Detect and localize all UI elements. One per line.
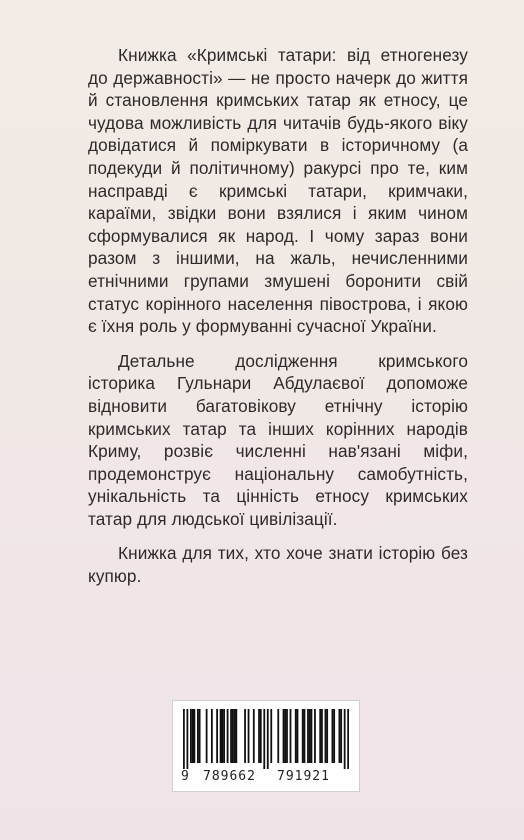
barcode-bar (193, 709, 195, 763)
barcode-bar (260, 709, 262, 763)
barcode-right-group: 791921 (277, 769, 330, 784)
description-paragraph-3: Книжка для тих, хто хоче знати історію без купюр. (88, 543, 468, 587)
barcode-bar (258, 709, 260, 763)
barcode-bar (244, 709, 246, 763)
barcode-bar (220, 709, 222, 763)
barcode-bar (230, 709, 232, 763)
description-paragraph-1: Книжка «Кримські татари: від етногенезу до державності» — не просто начерк до життя й становлення кримських татар як етносу, це чудова можливість для читачів будь-якого віку довідатися й поміркувати в історичному (а подекуди й політичному) ракурсі про те, ким насправді є кримські татари, кримчаки, караїми, звідки вони взялися і яким чином сформувалися як народ. І чому зараз вони разом з іншими, на жаль, нечисленними етнічними групами змушені боронити свій статус корінного населення півострова, і якою є їхня роль у формуванні сучасної України. (88, 45, 468, 337)
barcode-bar (270, 709, 272, 763)
barcode-bar (211, 709, 213, 763)
barcode-bar (302, 709, 304, 763)
barcode-bar (227, 709, 229, 763)
barcode-bar (321, 709, 323, 763)
barcode-bar (295, 709, 297, 763)
barcode-left-group: 789662 (203, 769, 256, 784)
barcode-bar (344, 709, 346, 769)
barcode-bar (206, 709, 208, 763)
barcode-bar (307, 709, 309, 763)
barcode-bar (347, 709, 349, 769)
barcode-bar (319, 709, 321, 763)
barcode-bar (309, 709, 311, 763)
barcode-bar (248, 709, 250, 763)
barcode-bar (263, 709, 265, 769)
isbn-barcode (172, 700, 360, 792)
barcode-bar (199, 709, 201, 763)
barcode-bar (216, 709, 218, 763)
barcode-bar (192, 709, 194, 763)
barcode-bar (232, 709, 234, 763)
barcode-bar (325, 709, 327, 763)
barcode-first-digit: 9 (181, 769, 189, 784)
barcode-bar (183, 709, 185, 769)
barcode-bar (284, 709, 286, 763)
barcode-bar (283, 709, 285, 763)
barcode-bar (304, 709, 306, 763)
barcode-bar (253, 709, 255, 763)
barcode-bar (190, 709, 192, 763)
barcode-bar (235, 709, 237, 763)
barcode-bar (234, 709, 236, 763)
barcode-bars (183, 709, 349, 769)
barcode-bar (267, 709, 269, 769)
barcode-bar (223, 709, 225, 763)
barcode-bar (340, 709, 342, 763)
barcode-bar (197, 709, 199, 763)
barcode-bar (332, 709, 334, 763)
barcode-bar (314, 709, 316, 763)
barcode-bar (333, 709, 335, 763)
barcode-bar (326, 709, 328, 763)
description-paragraph-2: Детальне дослідження кримського історика Гульнари Абдулаєвої допоможе відновити багатовікову етнічну історію кримських татар та інших корінних народів Криму, розвіє численні нав'язані міфи, продемонструє національну самобутність, унікальність та цінність етносу кримських татар для людської цивілізації. (88, 350, 468, 529)
barcode-bar (286, 709, 288, 763)
barcode-bar (221, 709, 223, 763)
description-text (88, 44, 468, 600)
barcode-bar (339, 709, 341, 763)
barcode-bar (297, 709, 299, 763)
barcode-bar (186, 709, 188, 769)
barcode-bar (277, 709, 279, 763)
barcode-bar (290, 709, 292, 763)
barcode-bar (311, 709, 313, 763)
